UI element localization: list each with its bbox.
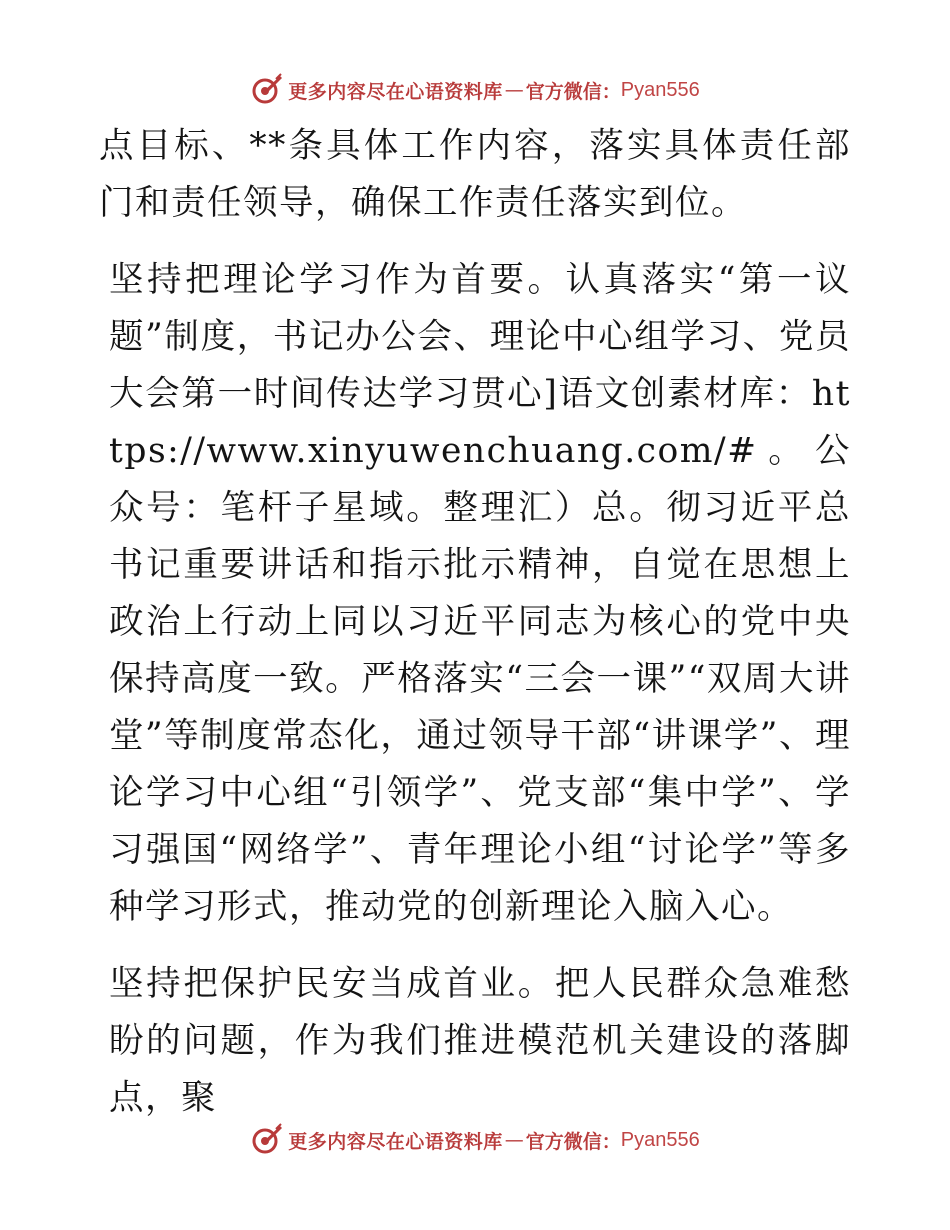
- header-watermark: [0, 70, 950, 110]
- paragraph-1: 点目标、**条具体工作内容，落实具体责任部门和责任领导，确保工作责任落实到位。: [99, 126, 851, 223]
- paragraph-3: 坚持把保护民安当成首业。把人民群众急难愁盼的问题，作为我们推进模范机关建设的落脚点，聚: [109, 964, 851, 1118]
- document-body: [99, 118, 851, 1127]
- watermark-wechat-id: Pyan556: [620, 78, 700, 101]
- quill-logo-icon: [250, 73, 284, 107]
- watermark-dash: —: [504, 79, 524, 101]
- quill-logo-icon: [250, 1123, 284, 1157]
- watermark-wechat-id: Pyan556: [620, 1128, 700, 1151]
- watermark-wechat-label: 官方微信：: [525, 1130, 621, 1153]
- watermark-wechat-label: 官方微信：: [525, 80, 621, 103]
- watermark-dash: —: [504, 1129, 524, 1151]
- paragraph-2: 坚持把理论学习作为首要。认真落实“第一议题”制度，书记办公会、理论中心组学习、党员大会第一时间传达学习贯心]语文创素材库：https://www.xinyuwenchuang.com/#。公众号：笔杆子星域。整理汇）总。彻习近平总书记重要讲话和指示批示精神，自觉在思想上政治上行动上同以习近平同志为核心的党中央保持高度一致。严格落实“三会一课”“双周大讲堂”等制度常态化，通过领导干部“讲课学”、理论学习中心组“引领学”、党支部“集中学”、学习强国“网络学”、青年理论小组“讨论学”等多种学习形式，推动党的创新理论入脑入心。: [109, 260, 851, 927]
- watermark-text: 更多内容尽在心语资料库: [288, 1130, 503, 1153]
- footer-watermark: [0, 1120, 950, 1160]
- watermark-text: 更多内容尽在心语资料库: [288, 80, 503, 103]
